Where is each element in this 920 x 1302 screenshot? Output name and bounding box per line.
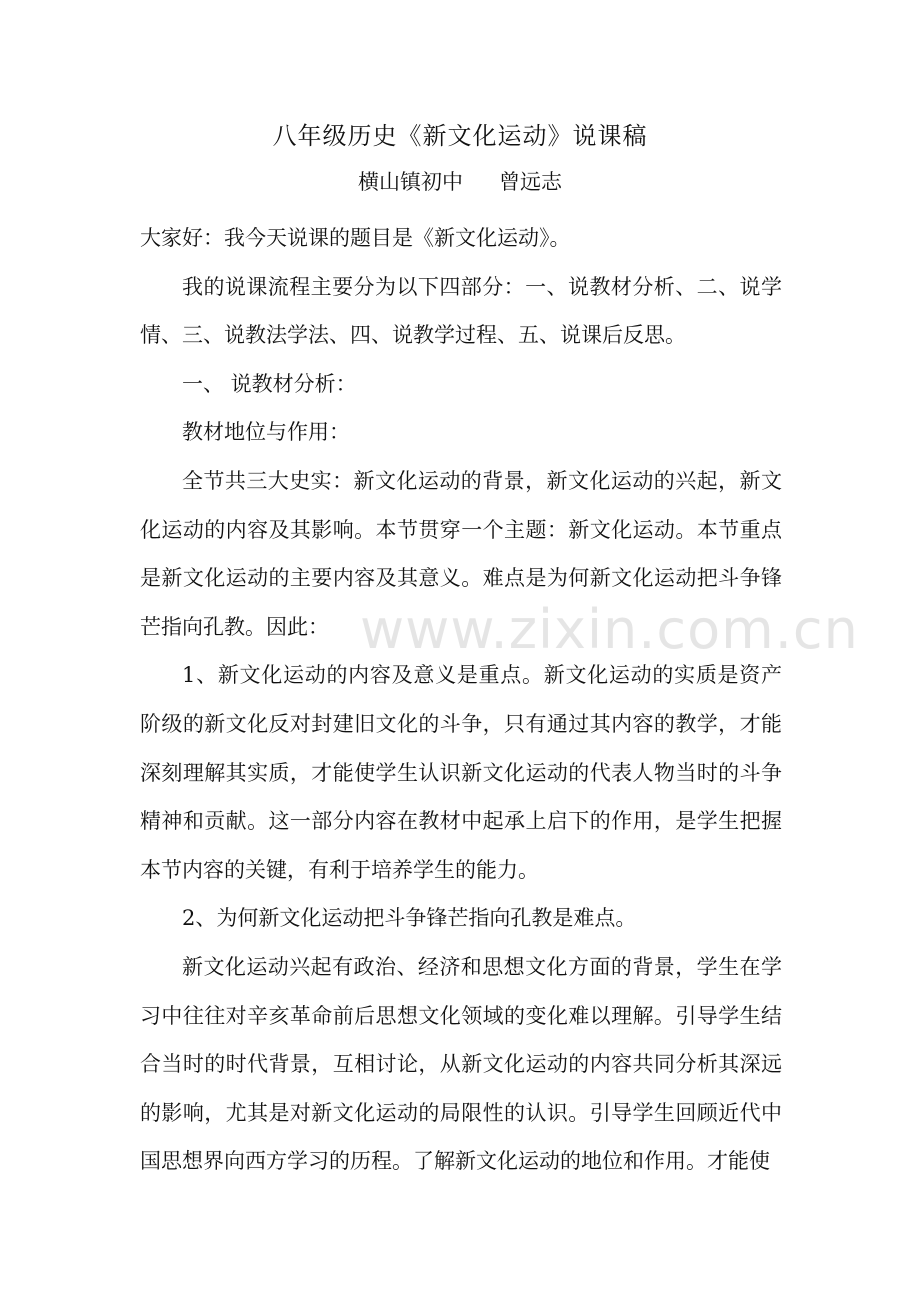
paragraph: 1、新文化运动的内容及意义是重点。新文化运动的实质是资产阶级的新文化反对封建旧文化的斗争，只有通过其内容的教学，才能深刻理解其实质，才能使学生认识新文化运动的代表人物当时的斗争精神和贡献。这一部分内容在教材中起承上启下的作用，是学生把握本节内容的关键，有利于培养学生的能力。 bbox=[140, 663, 782, 882]
paragraph: 新文化运动兴起有政治、经济和思想文化方面的背景，学生在学习中往往对辛亥革命前后思想文化领域的变化难以理解。引导学生结合当时的时代背景，互相讨论，从新文化运动的内容共同分析其深远的影响，尤其是对新文化运动的局限性的认识。引导学生回顾近代中国思想界向西方学习的历程。了解新文化运动的地位和作用。才能使 bbox=[140, 954, 782, 1174]
watermark: www.zixin.com.cn bbox=[360, 598, 859, 661]
section-heading: 一、 说教材分析： bbox=[182, 371, 357, 396]
document-body bbox=[140, 214, 782, 1186]
paragraph: 全节共三大史实：新文化运动的背景，新文化运动的兴起，新文化运动的内容及其影响。本节贯穿一个主题：新文化运动。本节重点是新文化运动的主要内容及其意义。难点是为何新文化运动把斗争锋芒指向孔教。因此： bbox=[140, 468, 782, 639]
greeting-paragraph: 大家好：我今天说课的题目是《新文化运动》。 bbox=[140, 226, 571, 250]
subsection-heading: 教材地位与作用： bbox=[182, 420, 350, 445]
paragraph: 我的说课流程主要分为以下四部分：一、说教材分析、二、说学情、三、说教法学法、四、说教学过程、五、说课后反思。 bbox=[140, 274, 782, 348]
school-name: 横山镇初中 bbox=[358, 170, 463, 194]
document-title: 八年级历史《新文化运动》说课稿 bbox=[272, 122, 648, 150]
document-byline bbox=[0, 164, 920, 200]
paragraph: 2、为何新文化运动把斗争锋芒指向孔教是难点。 bbox=[182, 906, 637, 931]
author-name: 曾远志 bbox=[499, 170, 562, 194]
